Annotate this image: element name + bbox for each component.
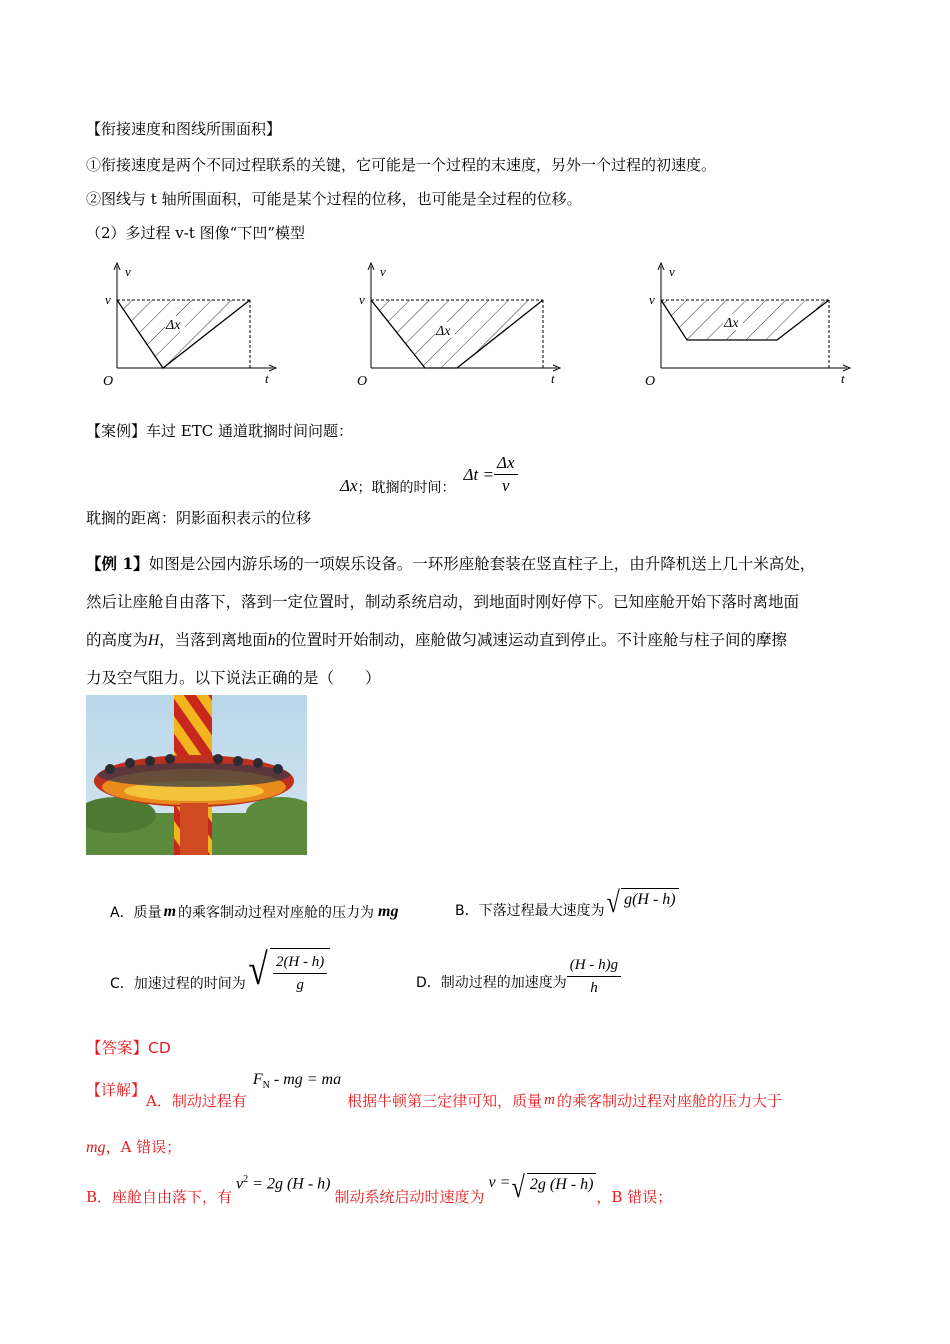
case-text: 车过 ETC 通道耽搁时间问题：	[146, 422, 353, 440]
t-axis-label: t	[841, 371, 845, 386]
example-line-4: 力及空气阻力。以下说法正确的是（ ）	[86, 669, 381, 687]
example-line-2: 然后让座舱自由落下，落到一定位置时，制动系统启动，到地面时刚好停下。已知座舱开始下落时离地面	[86, 593, 800, 611]
vt-graph-1	[103, 264, 273, 389]
paragraph-2: ②图线与 t 轴所围面积，可能是某个过程的位移，也可能是全过程的位移。	[86, 190, 582, 208]
sqrt-expression: √ g(H - h)	[605, 888, 679, 918]
v-axis-label: v	[125, 264, 131, 279]
shaded-area	[117, 300, 250, 368]
section-title: 【衔接速度和图线所围面积】	[86, 120, 282, 138]
paragraph-3: （2）多过程 v-t 图像“下凹”模型	[86, 224, 305, 242]
formula-line	[340, 452, 518, 497]
v-axis-label: v	[380, 264, 386, 279]
fraction-numerator: Δx	[494, 452, 518, 475]
area-label: Δx	[436, 324, 451, 339]
option-c[interactable]: C．加速过程的时间为 √ $\frac{2(H - h)}{g}$	[110, 948, 330, 996]
vt-graph-3	[645, 264, 847, 389]
detail-line-3: B．座舱自由落下，有 $v^2 = 2g$ (H - h) 制动系统启动时速度为 v = √ 2g (H - h) ，B 错误；	[86, 1170, 673, 1206]
option-d[interactable]: D．制动过程的加速度为 $\frac{(H - h)g}{h}$	[416, 954, 621, 999]
formula-dt-fraction	[494, 452, 518, 497]
shaded-area	[371, 300, 543, 368]
option-a[interactable]: A．质量 m 的乘客制动过程对座舱的压力为 mg	[110, 903, 399, 921]
formula-dt-lhs: Δt =	[463, 464, 494, 484]
formula-dx: Δx	[340, 475, 358, 495]
case-line	[86, 420, 353, 441]
option-b[interactable]: B．下落过程最大速度为 √ g(H - h)	[455, 886, 679, 920]
paragraph-1: ①衔接速度是两个不同过程联系的关键，它可能是一个过程的末速度，另外一个过程的初速度。	[86, 156, 717, 174]
fraction-denominator: v	[501, 476, 510, 495]
detail-line-2: mg，A 错误；	[86, 1138, 182, 1156]
t-axis-label: t	[551, 371, 555, 386]
answer-line: 【答案】CD	[86, 1039, 171, 1057]
distance-line: 耽搁的距离：阴影面积表示的位移	[86, 509, 312, 527]
v-level-label: v	[649, 292, 655, 307]
case-label: 【案例】	[86, 422, 147, 440]
vt-graphs	[95, 258, 875, 398]
origin-label: O	[103, 374, 114, 389]
vt-graph-2	[357, 264, 557, 389]
drop-tower-photo	[86, 695, 307, 855]
free-fall-formula: $v^2 = 2g$ (H - h)	[236, 1173, 331, 1193]
formula-separator: ；耽搁的时间：	[357, 479, 456, 496]
v-axis-label: v	[669, 264, 675, 279]
area-label: Δx	[166, 318, 181, 333]
t-axis-label: t	[265, 371, 269, 386]
area-label: Δx	[724, 316, 739, 331]
origin-label: O	[645, 374, 656, 389]
example-label: 【例 1】	[86, 554, 149, 573]
v-level-label: v	[105, 292, 111, 307]
example-line-3: 的高度为H，当落到离地面h的位置时开始制动，座舱做匀减速运动直到停止。不计座舱与柱子间的摩擦	[86, 631, 787, 649]
newton-formula: $F_N$ - mg = ma	[252, 1071, 342, 1092]
detail-line-1: 【详解】 A．制动过程有 $F_N$ - mg = ma 根据牛顿第三定律可知，质量 m 的乘客制动过程对座舱的压力大于	[86, 1071, 782, 1110]
answer-value: CD	[148, 1039, 171, 1057]
origin-label: O	[357, 374, 368, 389]
example-line-1: 【例 1】如图是公园内游乐场的一项娱乐设备。一环形座舱套装在竖直柱子上，由升降机送上几十米高处，	[86, 554, 816, 573]
v-level-label: v	[359, 292, 365, 307]
